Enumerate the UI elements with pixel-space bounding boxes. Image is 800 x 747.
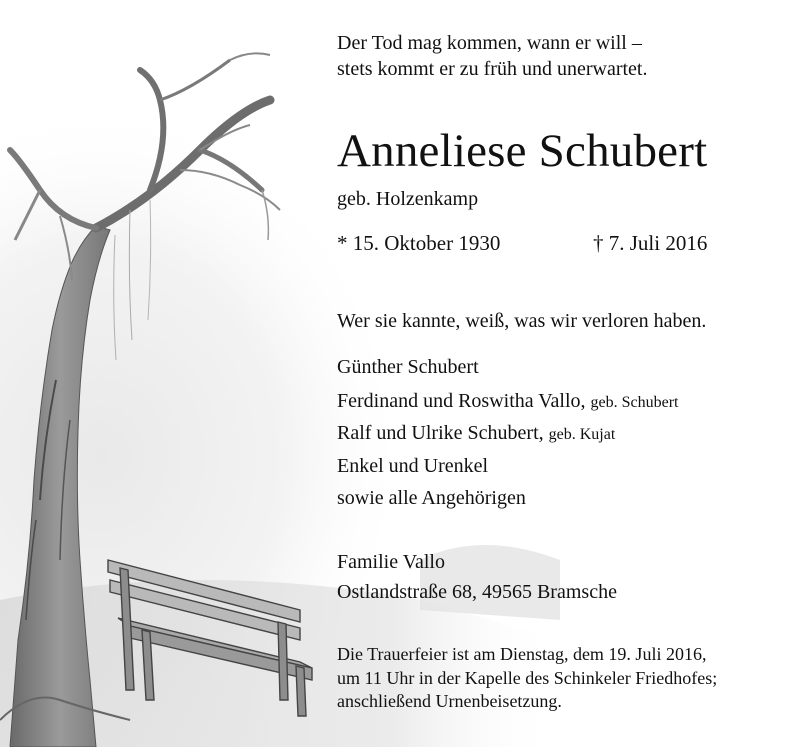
maiden-name: geb. Holzenkamp: [337, 188, 479, 210]
funeral-line-1: Die Trauerfeier ist am Dienstag, dem 19. Juli 2016,: [337, 644, 707, 664]
mourner-name: sowie alle Angehörigen: [337, 487, 526, 509]
deceased-name: Anneliese Schubert: [337, 125, 708, 177]
quote-line-2: stets kommt er zu früh und unerwartet.: [337, 58, 648, 80]
address-family: Familie Vallo: [337, 551, 445, 573]
motto: Wer sie kannte, weiß, was wir verloren haben.: [337, 310, 707, 332]
funeral-line-3: anschließend Urnenbeisetzung.: [337, 691, 562, 711]
birth-date: * 15. Oktober 1930: [337, 231, 501, 255]
mourner-note: geb. Schubert: [590, 394, 679, 411]
mourner-line: [337, 422, 615, 445]
mourner-line: [337, 356, 479, 379]
mourner-name: Günther Schubert: [337, 356, 479, 378]
address-street: Ostlandstraße 68, 49565 Bramsche: [337, 581, 617, 603]
mourner-name: Ralf und Ulrike Schubert,: [337, 422, 544, 444]
mourner-name: Enkel und Urenkel: [337, 455, 489, 477]
quote-line-1: Der Tod mag kommen, wann er will –: [337, 32, 642, 54]
mourner-line: [337, 487, 526, 510]
mourner-line: [337, 390, 679, 413]
mourner-note: geb. Kujat: [548, 426, 616, 443]
mourner-name: Ferdinand und Roswitha Vallo,: [337, 390, 586, 412]
death-date: † 7. Juli 2016: [593, 231, 708, 255]
life-dates: [337, 231, 797, 256]
mourner-line: [337, 455, 488, 478]
funeral-line-2: um 11 Uhr in der Kapelle des Schinkeler Friedhofes;: [337, 668, 718, 688]
